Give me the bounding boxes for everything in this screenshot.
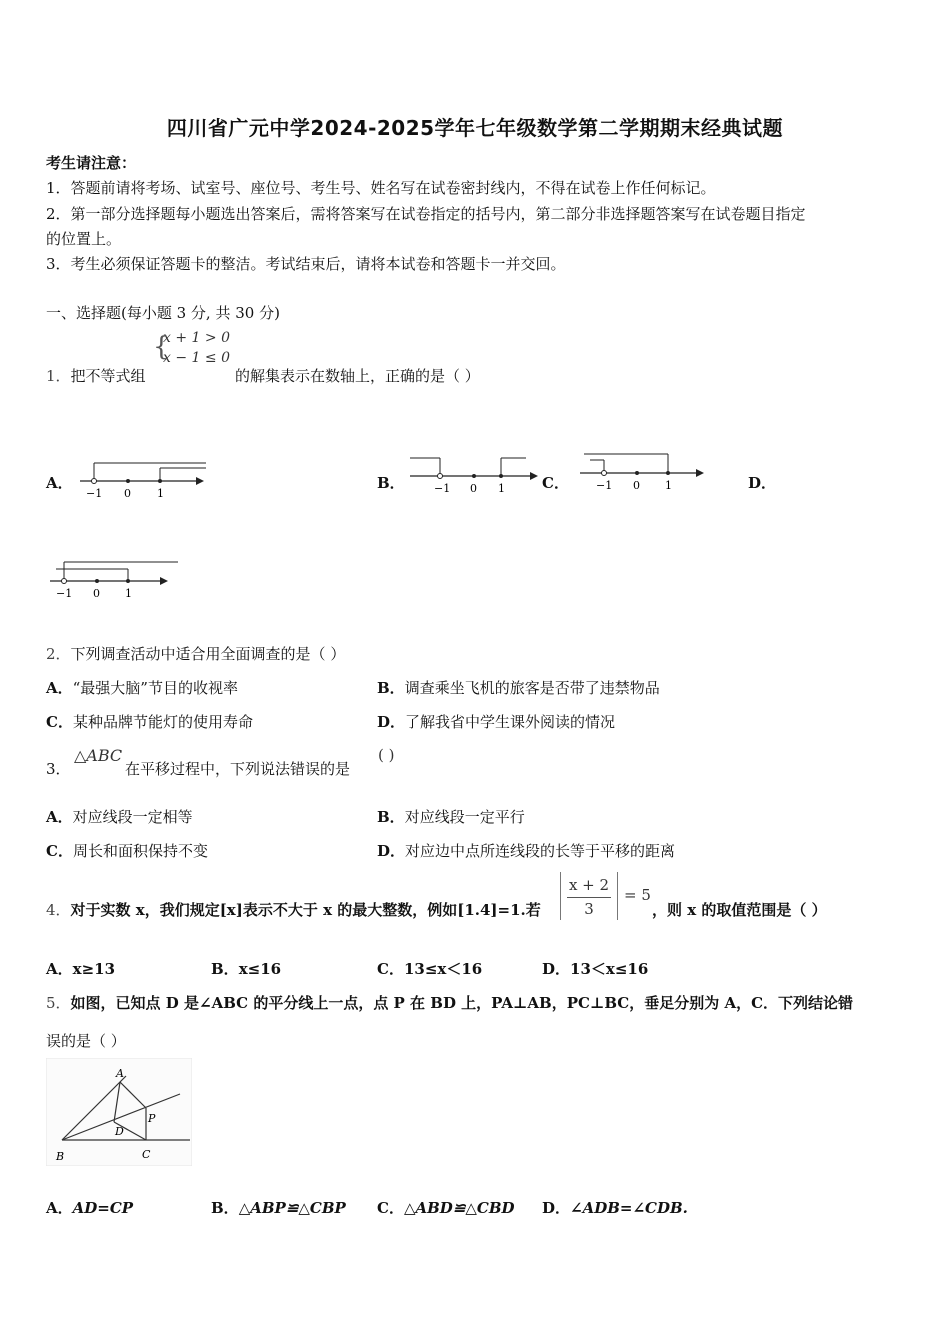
q3-option-b xyxy=(377,806,525,827)
fraction-denominator: 3 xyxy=(584,900,594,918)
option-text: 对应线段一定平行 xyxy=(404,808,525,826)
inequality-1: x + 1 > 0 xyxy=(163,330,230,346)
tick-label: −1 xyxy=(596,479,613,492)
option-text: 了解我省中学生课外阅读的情况 xyxy=(405,713,616,731)
option-letter: C． xyxy=(377,960,404,978)
tick-label: 1 xyxy=(665,479,672,492)
question-stem-post: ，则 x 的取值范围是（ ） xyxy=(652,901,827,919)
notice-item-2-cont: 的位置上。 xyxy=(46,230,122,248)
option-letter: D． xyxy=(542,1199,571,1217)
inequality-system: { x + 1 > 0 x − 1 ≤ 0 xyxy=(153,330,230,366)
option-text: △ABP≌△CBP xyxy=(238,1199,346,1217)
label-p: P xyxy=(148,1112,156,1125)
q4-option-a xyxy=(46,958,115,979)
option-text: 某种品牌节能灯的使用寿命 xyxy=(72,713,253,731)
option-text: 13≤x＜16 xyxy=(403,960,483,978)
number-line-d xyxy=(48,556,183,601)
question-5 xyxy=(46,992,853,1013)
q2-option-a xyxy=(46,677,238,698)
option-letter: B． xyxy=(377,679,405,697)
number-line-c xyxy=(578,448,713,493)
option-letter: D． xyxy=(542,960,571,978)
number-line-a xyxy=(78,455,213,503)
q2-option-c xyxy=(46,711,253,732)
number-line-b xyxy=(408,452,543,497)
tick-label: 0 xyxy=(633,479,640,492)
option-text: x≥13 xyxy=(72,960,116,978)
geometry-figure xyxy=(46,1058,192,1166)
option-letter: D． xyxy=(377,842,406,860)
option-d-letter: D． xyxy=(748,474,777,492)
tick-label: 0 xyxy=(93,587,100,600)
q3-option-d xyxy=(377,840,675,861)
option-b-letter: B． xyxy=(377,474,405,492)
option-text: x≤16 xyxy=(238,960,282,978)
option-letter: B． xyxy=(377,808,405,826)
option-text: △ABD≌△CBD xyxy=(403,1199,515,1217)
question-number: 2． xyxy=(46,645,71,663)
question-number: 5． xyxy=(46,994,71,1012)
question-1 xyxy=(46,365,146,386)
option-letter: B． xyxy=(211,1199,239,1217)
label-b: B xyxy=(56,1150,65,1163)
option-letter: C． xyxy=(377,1199,404,1217)
question-number: 1． xyxy=(46,367,71,385)
option-text: 对应线段一定相等 xyxy=(72,808,193,826)
option-text: 13＜x≤16 xyxy=(570,960,649,978)
fraction-numerator: x + 2 xyxy=(568,876,610,894)
option-text: 周长和面积保持不变 xyxy=(72,842,208,860)
section-heading: 一、选择题(每小题 3 分, 共 30 分) xyxy=(46,304,280,322)
option-letter: A． xyxy=(46,960,73,978)
question-stem: 下列调查活动中适合用全面调查的是（ ） xyxy=(70,645,346,663)
q4-option-d xyxy=(542,958,648,979)
q3-option-a xyxy=(46,806,193,827)
option-text: AD=CP xyxy=(72,1199,134,1217)
option-text: ∠ADB=∠CDB. xyxy=(570,1199,688,1217)
question-stem-pre: 对于实数 x，我们规定[x]表示不大于 x 的最大整数，例如[1.4]=1.若 xyxy=(70,901,541,919)
tick-label: 1 xyxy=(498,482,505,495)
q5-option-a xyxy=(46,1197,133,1218)
question-3-number: 3． xyxy=(46,760,71,778)
question-stem-pre: 把不等式组 xyxy=(70,367,146,385)
tick-label: 1 xyxy=(125,587,132,600)
question-2 xyxy=(46,643,345,664)
tick-label: −1 xyxy=(434,482,451,495)
q3-option-c xyxy=(46,840,208,861)
label-c: C xyxy=(142,1148,151,1161)
option-letter: D． xyxy=(377,713,406,731)
fraction-equals: = 5 xyxy=(624,886,651,904)
question-stem-post: 的解集表示在数轴上，正确的是（ ） xyxy=(235,367,480,385)
q4-option-b xyxy=(211,958,281,979)
triangle-abc: △ABC xyxy=(74,746,123,765)
option-letter: C． xyxy=(46,842,73,860)
option-text: 调查乘坐飞机的旅客是否带了违禁物品 xyxy=(404,679,660,697)
question-number: 4． xyxy=(46,901,71,919)
option-text: 对应边中点所连线段的长等于平移的距离 xyxy=(405,842,676,860)
option-letter: A． xyxy=(46,679,73,697)
notice-item-3: 3．考生必须保证答题卡的整洁。考试结束后，请将本试卷和答题卡一并交回。 xyxy=(46,255,566,273)
tick-label: 0 xyxy=(124,487,131,500)
q2-option-b xyxy=(377,677,660,698)
label-a: A xyxy=(116,1067,124,1080)
question-stem-line2: 误的是（ ） xyxy=(46,1032,126,1050)
q2-option-d xyxy=(377,711,615,732)
floor-fraction xyxy=(560,872,618,920)
notice-item-1: 1．答题前请将考场、试室号、座位号、考生号、姓名写在试卷密封线内，不得在试卷上作任何标记。 xyxy=(46,179,716,197)
question-stem-line1: 如图，已知点 D 是∠ABC 的平分线上一点，点 P 在 BD 上，PA⊥AB，PC⊥BC，垂足分别为 A，C．下列结论错 xyxy=(70,994,854,1012)
answer-paren: ( ) xyxy=(378,746,395,764)
option-letter: A． xyxy=(46,1199,73,1217)
tick-label: 1 xyxy=(157,487,164,500)
option-a-letter: A． xyxy=(46,474,73,492)
notice-item-2: 2．第一部分选择题每小题选出答案后，需将答案写在试卷指定的括号内，第二部分非选择题答案写在试卷题目指定 xyxy=(46,205,806,223)
page-title: 四川省广元中学2024-2025学年七年级数学第二学期期末经典试题 xyxy=(166,116,784,140)
q5-option-b xyxy=(211,1197,346,1218)
inequality-2: x − 1 ≤ 0 xyxy=(163,350,230,366)
label-d: D xyxy=(115,1125,124,1138)
tick-label: −1 xyxy=(56,587,73,600)
q5-option-d xyxy=(542,1197,688,1218)
notice-heading: 考生请注意： xyxy=(46,154,137,172)
option-letter: C． xyxy=(46,713,73,731)
option-text: “最强大脑”节目的收视率 xyxy=(72,679,238,697)
question-stem: 在平移过程中，下列说法错误的是 xyxy=(125,760,351,778)
q4-option-c xyxy=(377,958,482,979)
option-c-letter: C． xyxy=(542,474,569,492)
option-letter: A． xyxy=(46,808,73,826)
tick-label: 0 xyxy=(470,482,477,495)
q5-option-c xyxy=(377,1197,515,1218)
option-letter: B． xyxy=(211,960,239,978)
question-4 xyxy=(46,899,541,920)
tick-label: −1 xyxy=(86,487,103,500)
